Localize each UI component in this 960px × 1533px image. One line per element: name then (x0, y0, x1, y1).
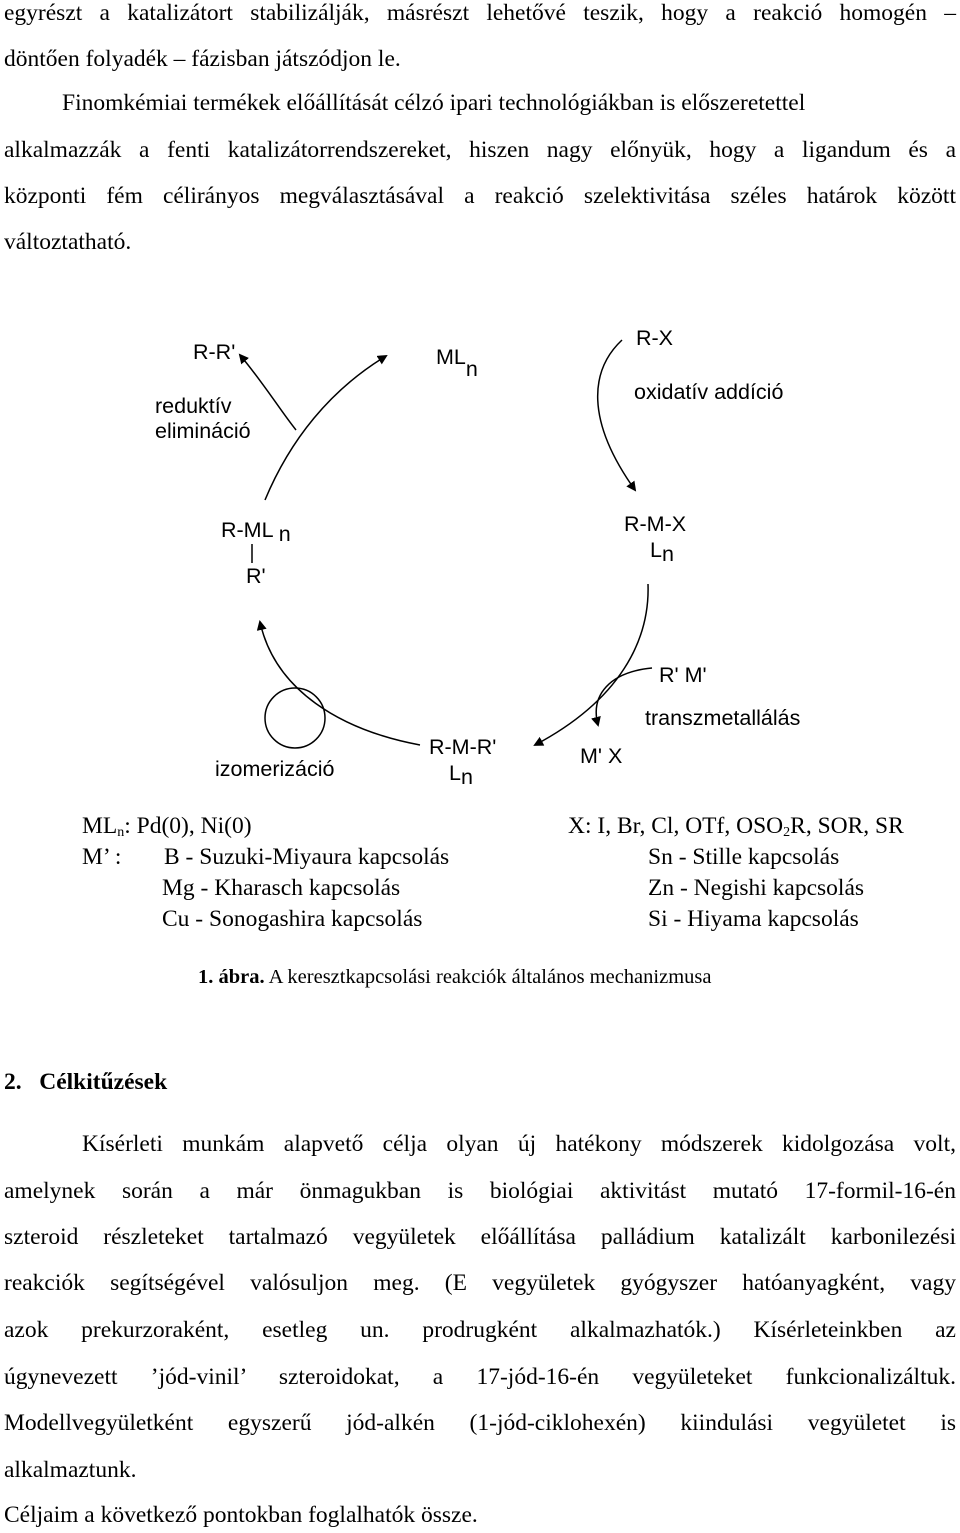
rmx-subscript: n (661, 542, 674, 566)
text-line: azok prekurzoraként, esetleg un. prodrugként alkalmazhatók.) Kísérleteinkben az (4, 1317, 956, 1343)
label-transmetalation: transzmetallálás (645, 706, 801, 730)
legend-ml-label: ML (82, 813, 118, 839)
caption-text: A keresztkapcsolási reakciók általános mechanizmusa (268, 966, 712, 988)
arc-oxidative-addition (598, 340, 635, 490)
legend-mg: Mg - Kharasch kapcsolás (162, 875, 401, 901)
label-isomerization: izomerizáció (215, 757, 335, 781)
section-title: Célkitűzések (39, 1069, 168, 1095)
legend-x (568, 815, 904, 840)
text-line: alkalmazzák a fenti katalizátorrendszereket, hiszen nagy előnyük, hogy a ligandum és a (4, 137, 956, 163)
text-line: Kísérleti munkám alapvető célja olyan új hatékony módszerek kidolgozása volt, (82, 1131, 956, 1157)
text-line: egyrészt a katalizátort stabilizálják, másrészt lehetővé teszik, hogy a reakció homogén – (4, 0, 956, 26)
arc-transmetalation (535, 584, 648, 745)
ml-subscript: n (465, 357, 478, 381)
arc-isomerization (260, 622, 420, 745)
text-line: döntően folyadék – fázisban játszódjon le. (4, 46, 401, 72)
label-rmln (221, 518, 291, 546)
text-line: központi fém célirányos megválasztásával a reakció szelektivitása széles határok között (4, 183, 956, 209)
label-rprime: R' (246, 564, 266, 588)
isomerization-circle (265, 688, 325, 748)
label-rr: R-R' (193, 340, 236, 364)
rmr-subscript: n (460, 765, 473, 789)
section-heading (4, 1071, 167, 1095)
caption-label: 1. ábra. (198, 966, 265, 988)
legend-ml-subscript: n (117, 825, 125, 840)
text-line: alkalmaztunk. (4, 1457, 137, 1483)
rmx-l-text: L (650, 538, 662, 562)
text-line: Finomkémiai termékek előállítását célzó ipari technológiákban is előszeretettel (62, 90, 806, 116)
label-mx: M' X (580, 744, 623, 768)
text-line: Modellvegyületként egyszerű jód-alkén (1-jód-ciklohexén) kiindulási vegyületet is (4, 1410, 956, 1436)
legend-m-label: M’ : (82, 844, 122, 870)
label-mln (436, 347, 478, 381)
label-rm-reagent: R' M' (659, 663, 707, 687)
text-line: reakciók segítségével valósuljon meg. (E vegyületek gyógyszer hatóanyagként, vagy (4, 1270, 956, 1296)
cycle-arrows (0, 300, 960, 800)
legend-b: B - Suzuki-Miyaura kapcsolás (164, 844, 450, 870)
label-rmr-ln (449, 761, 473, 789)
branch-rm-arrow (596, 668, 652, 725)
catalytic-cycle-diagram (0, 300, 960, 800)
legend-si: Si - Hiyama kapcsolás (648, 906, 859, 932)
text-line: úgynevezett ’jód-vinil’ szteroidokat, a 17-jód-16-én vegyületeket funkcionalizáltuk. (4, 1364, 956, 1390)
label-rx: R-X (636, 326, 674, 350)
text-line: amelynek során a már önmagukban is biológiai aktivitást mutató 17-formil-16-én (4, 1178, 956, 1204)
label-rmx-ln (650, 538, 674, 566)
label-reductive: reduktív (155, 394, 232, 418)
label-elimination: elimináció (155, 419, 251, 443)
arc-reductive-elimination (265, 356, 386, 500)
figure-caption (198, 967, 711, 988)
ml-text: ML (436, 345, 466, 369)
label-oxidative: oxidatív addíció (634, 380, 784, 404)
legend-x-rest: R, SOR, SR (790, 813, 904, 839)
rmr-l-text: L (449, 761, 461, 785)
text-line: szteroid részleteket tartalmazó vegyületek előállítása palládium katalizált karbonilezési (4, 1224, 956, 1250)
rml-text: R-ML (221, 518, 273, 542)
legend-x-subscript: 2 (783, 825, 791, 840)
legend-ml-value: : Pd(0), Ni(0) (124, 813, 252, 839)
legend-x-label: X: I, Br, Cl, OTf, OSO (568, 813, 784, 839)
legend-cu: Cu - Sonogashira kapcsolás (162, 906, 423, 932)
label-rmr: R-M-R' (429, 735, 497, 759)
section-number: 2. (4, 1069, 22, 1095)
legend-zn: Zn - Negishi kapcsolás (648, 875, 865, 901)
closing-line: Céljaim a következő pontokban foglalhatók össze. (4, 1502, 478, 1528)
label-rmx: R-M-X (624, 512, 687, 536)
legend-ml (82, 815, 252, 840)
text-line: változtatható. (4, 229, 132, 255)
rml-subscript: n (278, 522, 291, 546)
legend-sn: Sn - Stille kapcsolás (648, 844, 840, 870)
